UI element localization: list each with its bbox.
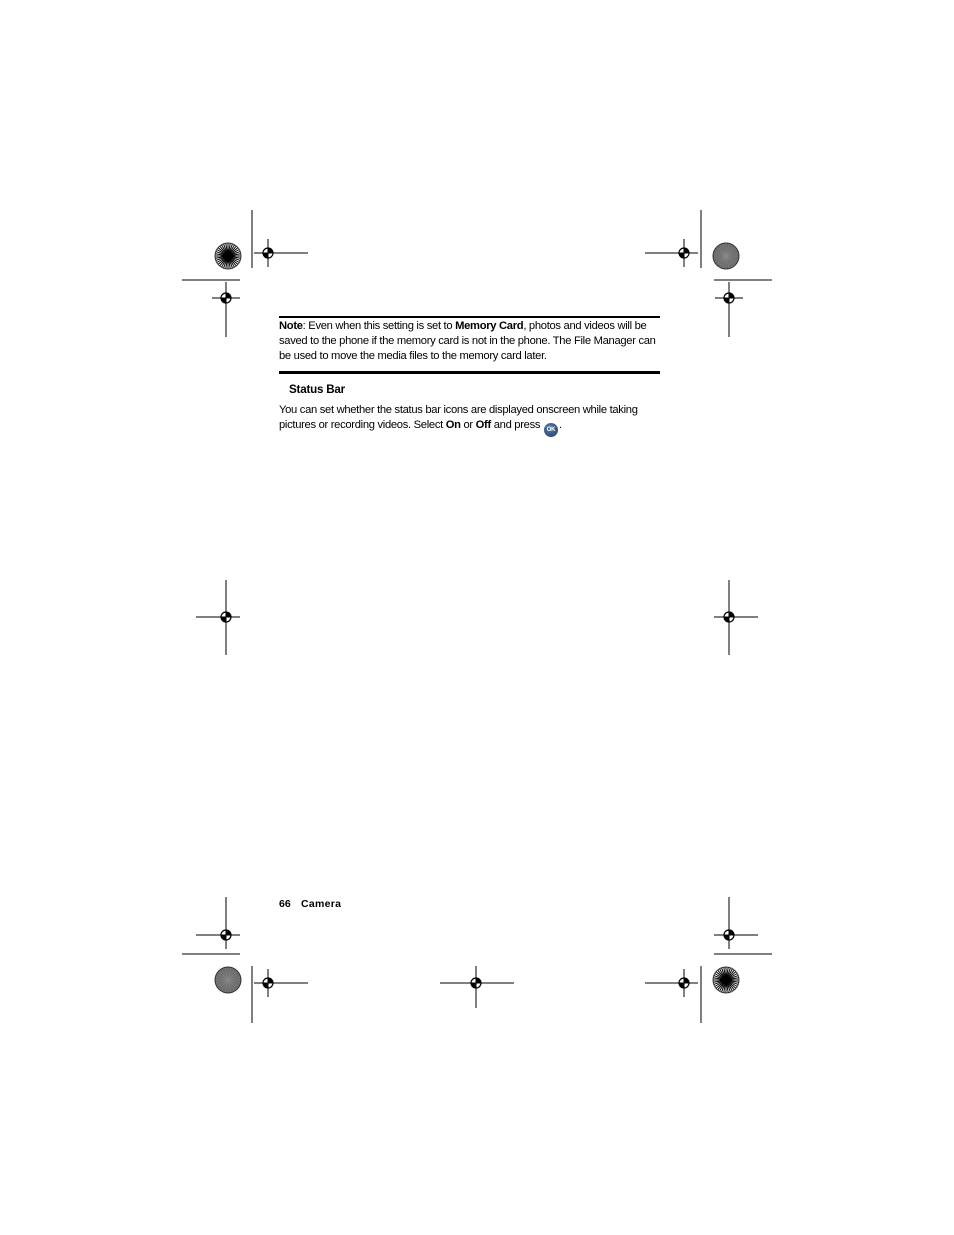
note-label: Note: [279, 320, 303, 332]
registration-quadrant: [684, 248, 689, 253]
registration-quadrant: [724, 935, 729, 940]
registration-quadrant: [729, 612, 734, 617]
registration-quadrant: [684, 978, 689, 983]
registration-quadrant: [729, 293, 734, 298]
registration-quadrant: [263, 253, 268, 258]
registration-quadrant: [476, 978, 481, 983]
section-body: You can set whether the status bar icons are displayed onscreen while taking pictures or recording videos. Select On or Off and press OK .: [279, 403, 661, 437]
registration-quadrant: [268, 978, 273, 983]
registration-quadrant: [221, 298, 226, 303]
note-paragraph: Note: Even when this setting is set to Memory Card, photos and videos will be saved to the phone if the memory card is not in the phone. The File Manager can be used to move the media files to the memory card later.: [279, 320, 656, 362]
memory-card-term: Memory Card: [455, 320, 524, 332]
note-top-rule: [279, 316, 660, 318]
page-number: 66: [279, 898, 291, 910]
registration-quadrant: [471, 983, 476, 988]
note-bottom-rule: [279, 371, 660, 374]
registration-quadrant: [226, 293, 231, 298]
registration-quadrant: [724, 298, 729, 303]
registration-quadrant: [221, 935, 226, 940]
option-off: Off: [475, 419, 491, 431]
option-on: On: [445, 419, 461, 431]
registration-quadrant: [729, 930, 734, 935]
registration-quadrant: [679, 253, 684, 258]
registration-quadrant: [268, 248, 273, 253]
footer-section-name: Camera: [301, 898, 342, 910]
ok-key-icon: OK: [544, 423, 558, 437]
registration-quadrant: [226, 930, 231, 935]
registration-quadrant: [263, 983, 268, 988]
section-heading: Status Bar: [289, 383, 345, 396]
registration-quadrant: [221, 617, 226, 622]
registration-quadrant: [226, 612, 231, 617]
registration-quadrant: [679, 983, 684, 988]
registration-quadrant: [724, 617, 729, 622]
